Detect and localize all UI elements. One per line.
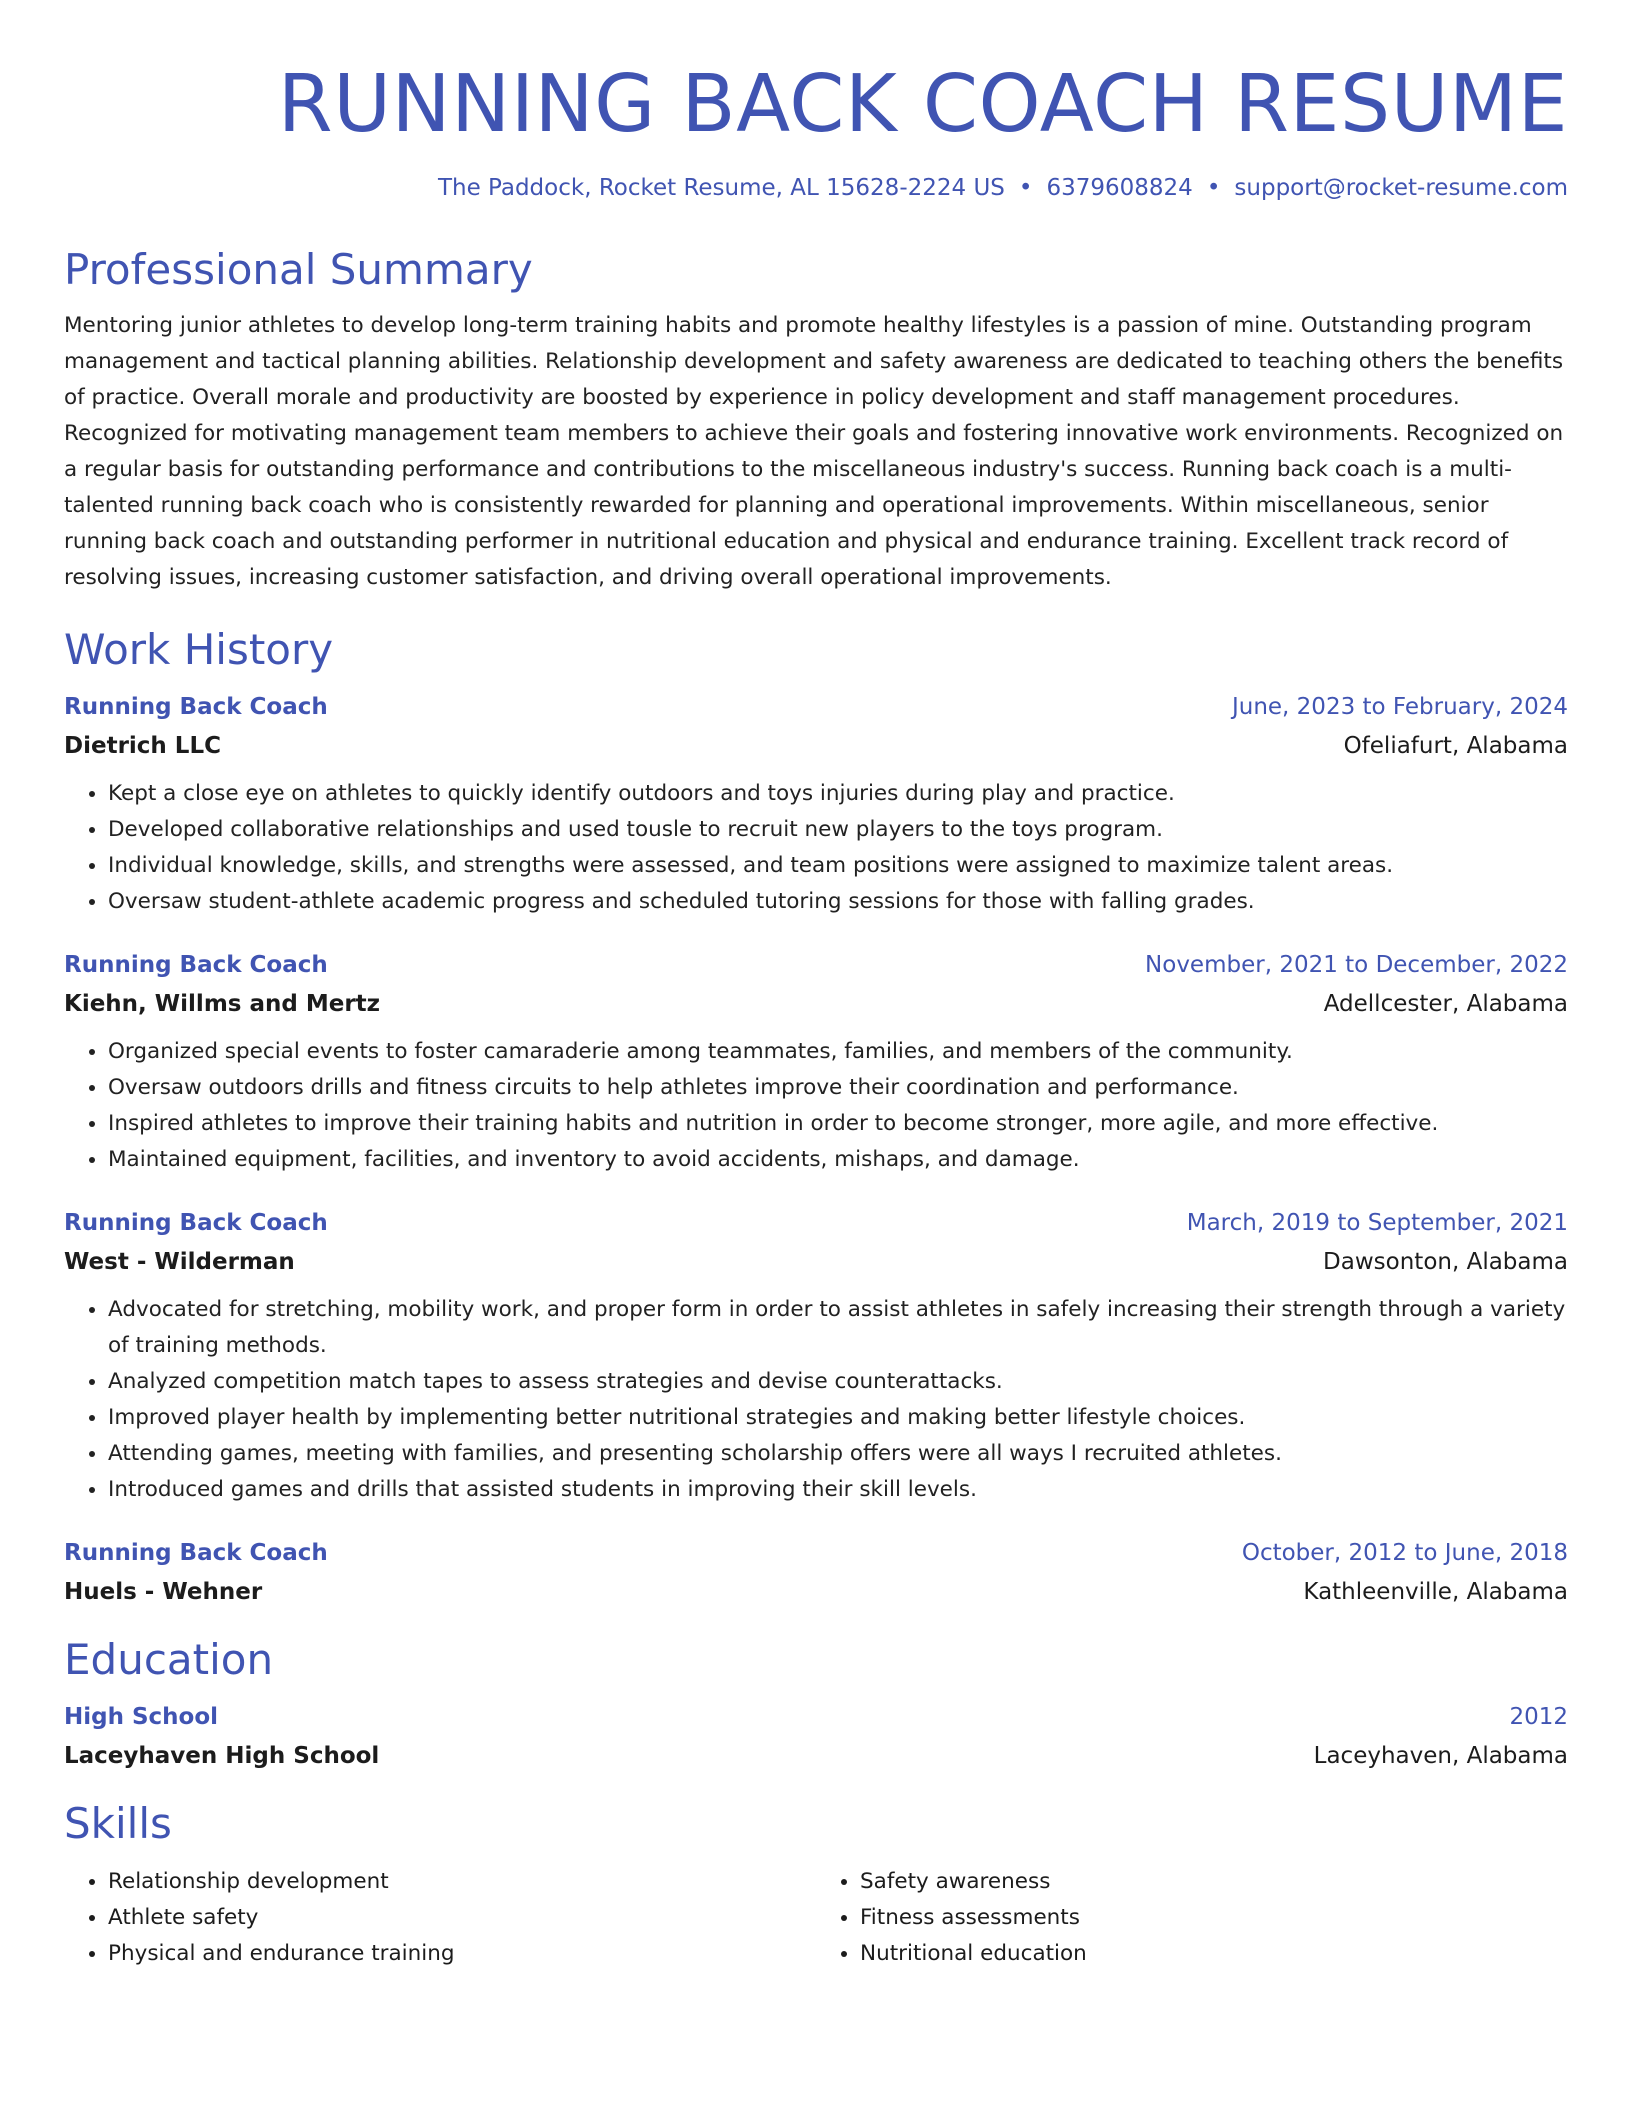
job-location: Dawsonton, Alabama — [1323, 1249, 1568, 1275]
job-employer-row — [64, 984, 1568, 1024]
job-entry — [64, 688, 1568, 920]
education-location: Laceyhaven, Alabama — [1313, 1743, 1568, 1769]
skills-column-right — [816, 1864, 1568, 1972]
skills-column-left — [64, 1864, 816, 1972]
job-bullet: • Organized special events to foster camaraderie among teammates, families, and members of the community. — [108, 1034, 1568, 1070]
resume-page — [64, 0, 1568, 1972]
job-bullet: • Inspired athletes to improve their training habits and nutrition in order to become stronger, more agile, and more effective. — [108, 1106, 1568, 1142]
job-bullet: • Individual knowledge, skills, and strengths were assessed, and team positions were assigned to maximize talent areas. — [108, 848, 1568, 884]
job-entry — [64, 946, 1568, 1178]
job-bullet: • Attending games, meeting with families, and presenting scholarship offers were all ways I recruited athletes. — [108, 1436, 1568, 1472]
job-location: Ofeliafurt, Alabama — [1343, 733, 1568, 759]
job-role: Running Back Coach — [64, 694, 328, 720]
job-bullets — [64, 776, 1568, 920]
job-employer: Huels - Wehner — [64, 1579, 263, 1605]
contact-email: support@rocket-resume.com — [1234, 175, 1568, 201]
job-header-row — [64, 946, 1568, 984]
education-degree: High School — [64, 1704, 219, 1730]
contact-address: The Paddock, Rocket Resume, AL 15628-2224 US — [437, 175, 1005, 201]
contact-separator: • — [1206, 175, 1221, 201]
job-bullet: • Maintained equipment, facilities, and inventory to avoid accidents, mishaps, and damage. — [108, 1142, 1568, 1178]
skill-item: • Physical and endurance training — [108, 1936, 816, 1972]
education-school: Laceyhaven High School — [64, 1743, 380, 1769]
job-location: Adellcester, Alabama — [1323, 991, 1568, 1017]
skill-item: • Safety awareness — [860, 1864, 1568, 1900]
skills-heading: Skills — [64, 1799, 172, 1848]
skill-item: • Fitness assessments — [860, 1900, 1568, 1936]
job-bullets — [64, 1292, 1568, 1508]
job-bullets — [64, 1034, 1568, 1178]
education-header-row — [64, 1698, 1568, 1736]
education-heading: Education — [64, 1635, 274, 1684]
resume-title: RUNNING BACK COACH RESUME — [277, 58, 1568, 150]
skill-item: • Relationship development — [108, 1864, 816, 1900]
job-bullet: • Oversaw outdoors drills and fitness circuits to help athletes improve their coordination and performance. — [108, 1070, 1568, 1106]
job-dates: March, 2019 to September, 2021 — [1186, 1210, 1568, 1236]
work-history-heading: Work History — [64, 625, 334, 674]
education-year: 2012 — [1509, 1704, 1568, 1730]
skill-item: • Nutritional education — [860, 1936, 1568, 1972]
job-bullet: • Kept a close eye on athletes to quickly identify outdoors and toys injuries during play and practice. — [108, 776, 1568, 812]
job-role: Running Back Coach — [64, 1540, 328, 1566]
job-role: Running Back Coach — [64, 1210, 328, 1236]
job-employer: Dietrich LLC — [64, 733, 222, 759]
education-school-row — [64, 1736, 1568, 1776]
job-role: Running Back Coach — [64, 952, 328, 978]
job-bullet: • Advocated for stretching, mobility work, and proper form in order to assist athletes in safely increasing their strength through a variety of training methods. — [108, 1292, 1568, 1364]
contact-line — [64, 172, 1568, 204]
skills-list — [64, 1864, 1568, 1972]
job-employer: Kiehn, Willms and Mertz — [64, 991, 381, 1017]
job-entry — [64, 1204, 1568, 1508]
job-header-row — [64, 1204, 1568, 1242]
skill-item: • Athlete safety — [108, 1900, 816, 1936]
job-bullet: • Introduced games and drills that assisted students in improving their skill levels. — [108, 1472, 1568, 1508]
job-bullet: • Analyzed competition match tapes to assess strategies and devise counterattacks. — [108, 1364, 1568, 1400]
job-employer-row — [64, 726, 1568, 766]
job-dates: October, 2012 to June, 2018 — [1241, 1540, 1568, 1566]
job-employer-row — [64, 1572, 1568, 1612]
job-entry — [64, 1534, 1568, 1612]
summary-text: Mentoring junior athletes to develop long-term training habits and promote healthy lifestyles is a passion of mine. Outstanding program management and tactical planning abilities. Relationship development and safety awareness are dedicated to teaching others the benefits of practice. Overall morale and productivity are boosted by experience in policy development and staff management procedures. Recognized for motivating management team members to achieve their goals and fostering innovative work environments. Recognized on a regular basis for outstanding performance and contributions to the miscellaneous industry's success. Running back coach is a multi-talented running back coach who is consistently rewarded for planning and operational improvements. Within miscellaneous, senior running back coach and outstanding performer in nutritional education and physical and endurance training. Excellent track record of resolving issues, increasing customer satisfaction, and driving overall operational improvements. — [64, 313, 1564, 590]
job-bullet: • Improved player health by implementing better nutritional strategies and making better lifestyle choices. — [108, 1400, 1568, 1436]
education-entry — [64, 1698, 1568, 1776]
job-location: Kathleenville, Alabama — [1303, 1579, 1568, 1605]
job-bullet: • Oversaw student-athlete academic progress and scheduled tutoring sessions for those with falling grades. — [108, 884, 1568, 920]
job-bullet: • Developed collaborative relationships and used tousle to recruit new players to the toys program. — [108, 812, 1568, 848]
contact-phone: 6379608824 — [1046, 175, 1193, 201]
job-header-row — [64, 1534, 1568, 1572]
summary-heading: Professional Summary — [64, 245, 533, 294]
contact-separator: • — [1018, 175, 1033, 201]
job-dates: June, 2023 to February, 2024 — [1231, 694, 1568, 720]
job-dates: November, 2021 to December, 2022 — [1145, 952, 1568, 978]
job-employer: West - Wilderman — [64, 1249, 295, 1275]
job-employer-row — [64, 1242, 1568, 1282]
job-header-row — [64, 688, 1568, 726]
